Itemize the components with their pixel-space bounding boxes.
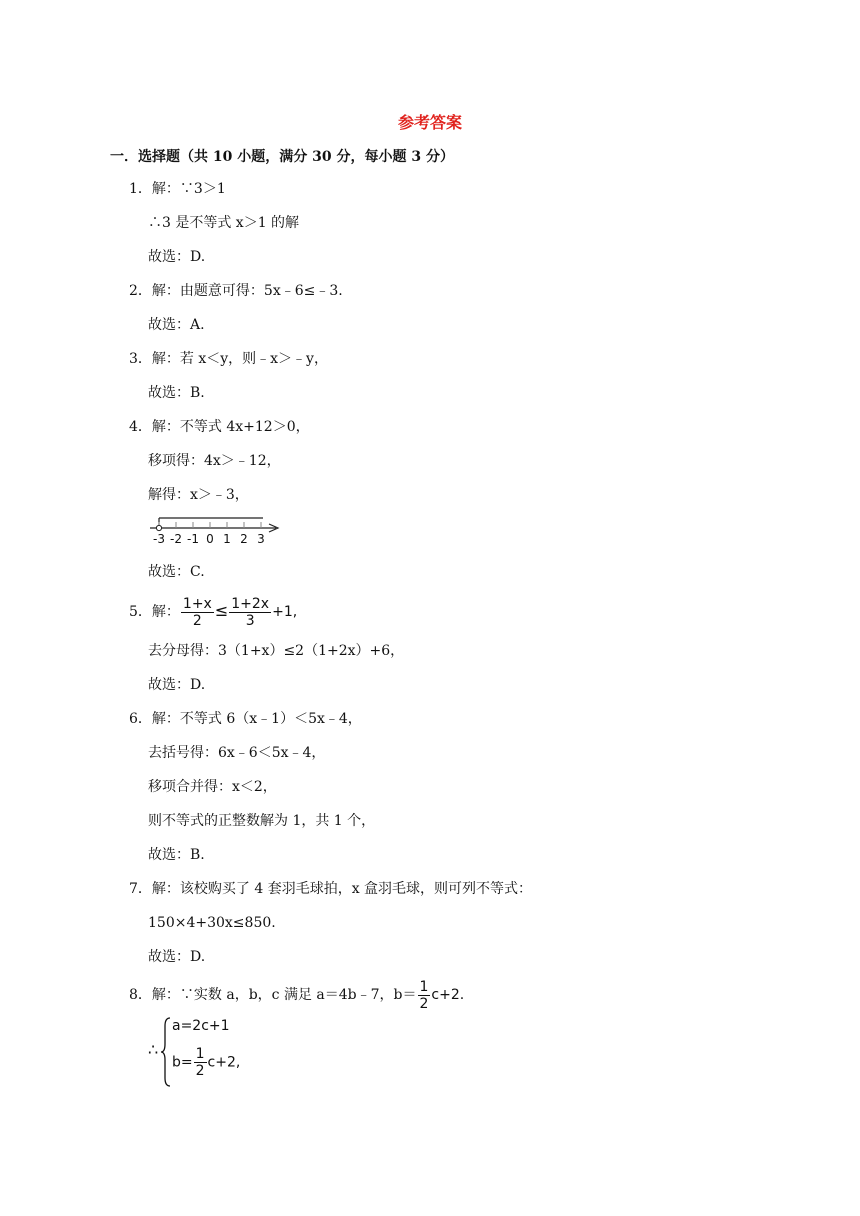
q4-answer: 故选：C. [148,564,205,580]
number-line-tick-label: 0 [206,532,214,546]
q4-line-1: 4．解：不等式 4x+12＞0， [129,419,310,435]
therefore-symbol: ∴ [148,1040,159,1059]
q5-frac2-numerator: 1+2x [231,595,270,612]
q6-line-3: 移项合并得：x＜2， [148,779,277,795]
q5-suffix: +1, [272,604,298,620]
page-title: 参考答案 [397,113,462,132]
system-frac-denominator: 2 [195,1063,205,1079]
section-heading: 一．选择题（共 10 小题，满分 30 分，每小题 3 分） [110,149,454,165]
system-row-2-prefix: b= [172,1054,193,1071]
q2-line-1: 2．解：由题意可得：5x﹣6≤﹣3. [129,283,343,299]
q5-line-1 [129,594,297,629]
q7-answer: 故选：D. [148,949,206,965]
number-line-tick-label: 2 [240,532,248,546]
system-frac-numerator: 1 [195,1046,205,1062]
system-row-2 [172,1046,240,1079]
q4-line-3: 解得：x＞﹣3， [148,487,249,503]
q8-equation-system [148,1016,288,1088]
q8-fraction [418,979,431,1012]
q8-tail: c+2. [431,987,465,1003]
q4-line-2: 移项得：4x＞﹣12， [148,453,281,469]
q5-answer: 故选：D. [148,677,206,693]
q5-prefix: 5．解： [129,604,180,620]
q5-fraction-left [181,596,214,629]
q1-line-2: ∴3 是不等式 x＞1 的解 [148,215,300,231]
system-row-2-suffix: c+2 [207,1054,236,1071]
q5-frac2-denominator: 3 [245,612,255,629]
q5-fraction-right [229,596,271,629]
q8-line-1 [129,978,464,1012]
q5-operator: ≤ [214,601,229,620]
system-row-2-fraction [194,1046,207,1079]
q1-line-1: 1．解：∵3＞1 [129,181,226,197]
number-line-tick-label: -3 [153,532,165,546]
system-row-1: a=2c+1 [172,1018,230,1034]
q1-answer: 故选：D. [148,249,206,265]
number-line-tick-label: 1 [223,532,231,546]
number-line-tick-label: 3 [257,532,265,546]
q5-frac1-denominator: 2 [192,612,202,629]
number-line-tick-label: -1 [187,532,199,546]
q7-line-2: 150×4+30x≤850. [148,915,276,931]
q8-frac-denominator: 2 [419,995,429,1012]
left-brace-icon [160,1016,172,1088]
q5-line-2: 去分母得：3（1+x）≤2（1+2x）+6， [148,643,405,659]
system-end-comma: , [235,1054,241,1071]
q6-line-4: 则不等式的正整数解为 1，共 1 个， [148,813,376,829]
q2-answer: 故选：A. [148,317,205,333]
q3-line-1: 3．解：若 x＜y，则﹣x＞﹣y， [129,351,328,367]
q6-answer: 故选：B. [148,847,205,863]
q6-line-1: 6．解：不等式 6（x﹣1）＜5x﹣4， [129,711,362,727]
number-line-tick-label: -2 [170,532,182,546]
q3-answer: 故选：B. [148,385,205,401]
q7-line-1: 7．解：该校购买了 4 套羽毛球拍，x 盒羽毛球，则可列不等式： [129,881,533,897]
q8-text: 8．解：∵实数 a，b，c 满足 a＝4b﹣7，b＝ [129,987,417,1003]
number-line-diagram [148,512,288,548]
q5-frac1-numerator: 1+x [182,595,212,612]
q8-frac-numerator: 1 [419,978,429,995]
q6-line-2: 去括号得：6x﹣6＜5x﹣4， [148,745,326,761]
